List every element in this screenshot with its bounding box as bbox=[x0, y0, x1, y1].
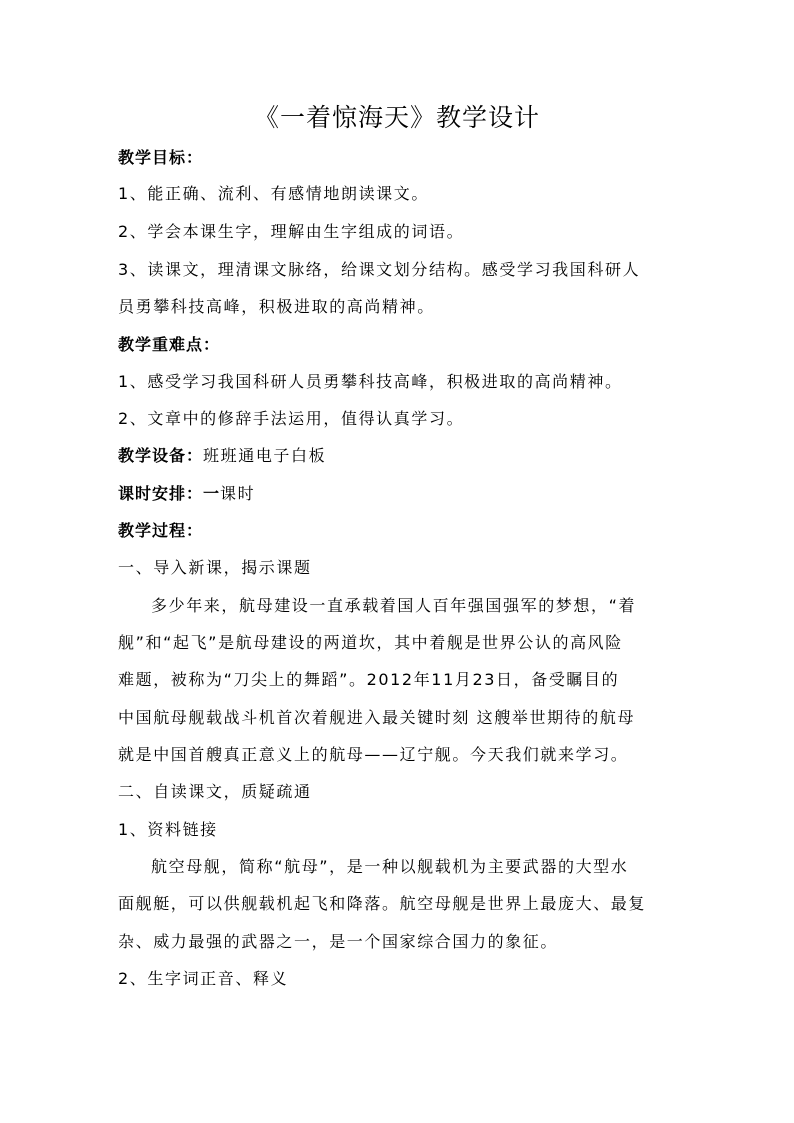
paragraph-line: 2、学会本课生字，理解由生字组成的词语。 bbox=[118, 222, 465, 241]
paragraph-line: 员勇攀科技高峰，积极进取的高尚精神。 bbox=[118, 297, 435, 316]
paragraph-line: 3、读课文，理清课文脉络，给课文划分结构。感受学习我国科研人 bbox=[118, 260, 641, 279]
paragraph-line: 多少年来，航母建设一直承载着国人百年强国强军的梦想，“着 bbox=[151, 596, 637, 615]
paragraph-line: 1、能正确、流利、有感情地朗读课文。 bbox=[118, 184, 429, 203]
paragraph-line: 2、文章中的修辞手法运用，值得认真学习。 bbox=[118, 409, 465, 428]
paragraph-line: 舰”和“起飞”是航母建设的两道坎，其中着舰是世界公认的高风险 bbox=[118, 633, 623, 652]
schedule-line bbox=[118, 482, 678, 506]
paragraph-line: 2、生字词正音、释义 bbox=[118, 969, 289, 988]
paragraph-line: 1、感受学习我国科研人员勇攀科技高峰，积极进取的高尚精神。 bbox=[118, 372, 623, 391]
paragraph-line: 就是中国首艘真正意义上的航母——辽宁舰。今天我们就来学习。 bbox=[118, 745, 629, 764]
equipment-label: 教学设备： bbox=[118, 446, 204, 465]
paragraph-line: 一、导入新课，揭示课题 bbox=[118, 558, 312, 577]
paragraph-line: 中国航母舰载战斗机首次着舰进入最关键时刻 这艘举世期待的航母 bbox=[118, 708, 636, 727]
equipment-line bbox=[118, 444, 678, 468]
document-title: 《一着惊海天》教学设计 bbox=[253, 103, 540, 132]
paragraph-line: 1、资料链接 bbox=[118, 820, 218, 839]
schedule-label: 课时安排：一 bbox=[118, 484, 221, 503]
paragraph-line: 航空母舰，简称“航母”，是一种以舰载机为主要武器的大型水 bbox=[151, 857, 629, 876]
schedule-value: 课时 bbox=[220, 484, 256, 503]
paragraph-line: 杂、威力最强的武器之一，是一个国家综合国力的象征。 bbox=[118, 932, 559, 951]
paragraph-line: 二、自读课文，质疑疏通 bbox=[118, 782, 312, 801]
section-heading-objectives: 教学目标： bbox=[118, 148, 204, 167]
section-heading-key-points: 教学重难点： bbox=[118, 335, 221, 354]
paragraph-line: 面舰艇，可以供舰载机起飞和降落。航空母舰是世界上最庞大、最复 bbox=[118, 894, 647, 913]
equipment-value: 班班通电子白板 bbox=[203, 446, 327, 465]
section-heading-process: 教学过程： bbox=[118, 521, 204, 540]
paragraph-line: 难题，被称为“刀尖上的舞蹈”。2012年11月23日，备受瞩目的 bbox=[118, 670, 620, 689]
